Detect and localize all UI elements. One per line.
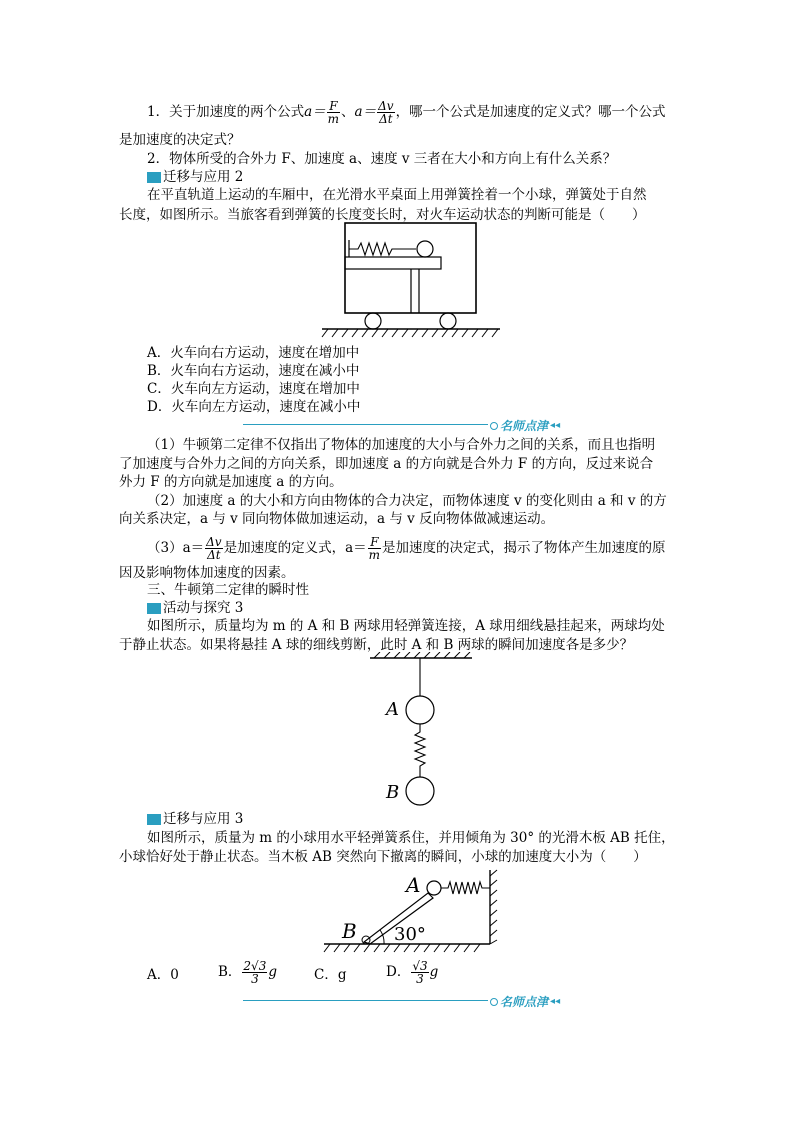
frac-root3-over-3: $\frac{√3}{3}$ — [412, 959, 428, 986]
divider-2 — [243, 1000, 488, 1001]
note-1-line-3: 外力 F 的方向就是加速度 a 的方向。 — [119, 474, 343, 490]
problem-2-line-2: 于静止状态。如果将悬挂 A 球的细线剪断，此时 A 和 B 两球的瞬间加速度各是多少？ — [119, 637, 634, 653]
label-point-b: B — [342, 919, 357, 943]
note-2-line-1: （2）加速度 a 的大小和方向由物体的合力决定，而物体速度 v 的变化则由 a 和 v 的方 — [147, 493, 667, 509]
problem-3-line-2: 小球恰好处于静止状态。当木板 AB 突然向下撤离的瞬间，小球的加速度大小为（ ） — [119, 849, 647, 865]
question-2: 2．物体所受的合外力 F、加速度 a、速度 v 三者在大小和方向上有什么关系？ — [147, 151, 617, 167]
brand-circle-icon — [490, 422, 498, 430]
label-angle: 30° — [394, 924, 426, 945]
section-heading-3: 三、牛顿第二定律的瞬时性 — [147, 582, 309, 598]
note-1-line-1: （1）牛顿第二定律不仅指出了物体的加速度的大小与合外力之间的关系，而且也指明 — [147, 437, 656, 453]
divider-1 — [243, 424, 488, 425]
formula-dv-over-dt: $\frac{\Delta v}{\Delta t}$ — [378, 99, 394, 126]
label-ball-b: B — [386, 782, 400, 803]
option-3-d: D． $\frac{√3}{3}$ g — [386, 959, 439, 986]
option-1-d: D．火车向左方运动，速度在减小中 — [147, 399, 361, 415]
option-3-a: A．0 — [147, 967, 179, 983]
note-3-line-2: 因及影响物体加速度的因素。 — [119, 565, 295, 581]
formula-f-over-m: $\frac{F}{m}$ — [327, 99, 340, 126]
option-1-c: C．火车向左方运动，速度在增加中 — [147, 381, 360, 397]
train-car-figure — [318, 220, 504, 342]
brand-mark-1: 名师 点 津 ◂◂ — [490, 417, 560, 434]
double-arrow-icon: ◂◂ — [550, 996, 561, 1007]
question-1-line-1: 1．关于加速度的两个公式a＝ $\frac{F}{m}$ 、a＝ $\frac{\Delta v}{\Delta t}$ ，哪一个公式是加速度的定义式？哪一个公式 — [147, 99, 666, 126]
option-3-b: B． $\frac{2√3}{3}$ g — [218, 959, 277, 986]
tag-marker-icon — [147, 172, 161, 183]
option-1-b: B．火车向右方运动，速度在减小中 — [147, 363, 360, 379]
note-2-line-2: 向关系决定，a 与 v 同向物体做加速运动，a 与 v 反向物体做减速运动。 — [119, 511, 555, 527]
tag-marker-icon — [147, 603, 161, 614]
brand-circle-icon — [490, 998, 498, 1006]
section-tag-activity-3: 活动与探究 3 — [147, 600, 243, 617]
problem-1-line-1: 在平直轨道上运动的车厢中，在光滑水平桌面上用弹簧拴着一个小球，弹簧处于自然 — [147, 187, 647, 203]
double-arrow-icon: ◂◂ — [550, 420, 561, 431]
option-3-c: C．g — [314, 967, 347, 983]
section-tag-transfer-3: 迁移与应用 3 — [147, 811, 243, 828]
formula-f-over-m-note: $\frac{F}{m}$ — [368, 535, 381, 562]
note-3-line-1: （3）a＝ $\frac{\Delta v}{\Delta t}$ 是加速度的定义式，a＝ $\frac{F}{m}$ 是加速度的决定式，揭示了物体产生加速度的原 — [147, 535, 666, 562]
tag-marker-icon — [147, 814, 161, 825]
frac-2root3-over-3: $\frac{2√3}{3}$ — [243, 959, 267, 986]
label-point-a: A — [406, 873, 421, 897]
formula-dv-over-dt-note: $\frac{\Delta v}{\Delta t}$ — [206, 535, 222, 562]
brand-mark-2: 名师 点 津 ◂◂ — [490, 993, 560, 1010]
problem-3-line-1: 如图所示，质量为 m 的小球用水平轻弹簧系住，并用倾角为 30° 的光滑木板 AB 托住， — [147, 830, 675, 846]
problem-1-line-2: 长度，如图所示。当旅客看到弹簧的长度变长时，对火车运动状态的判断可能是（ ） — [119, 207, 646, 223]
note-1-line-2: 了加速度与合外力之间的方向关系，即加速度 a 的方向就是合外力 F 的方向，反过来说合 — [119, 456, 654, 472]
problem-2-line-1: 如图所示，质量均为 m 的 A 和 B 两球用轻弹簧连接，A 球用细线悬挂起来，两球均处 — [147, 618, 665, 634]
section-tag-transfer-2: 迁移与应用 2 — [147, 169, 243, 186]
label-ball-a: A — [386, 699, 399, 720]
question-1-line-2: 是加速度的决定式？ — [119, 132, 241, 148]
hanging-balls-figure — [366, 652, 476, 812]
option-1-a: A．火车向右方运动，速度在增加中 — [147, 345, 360, 361]
